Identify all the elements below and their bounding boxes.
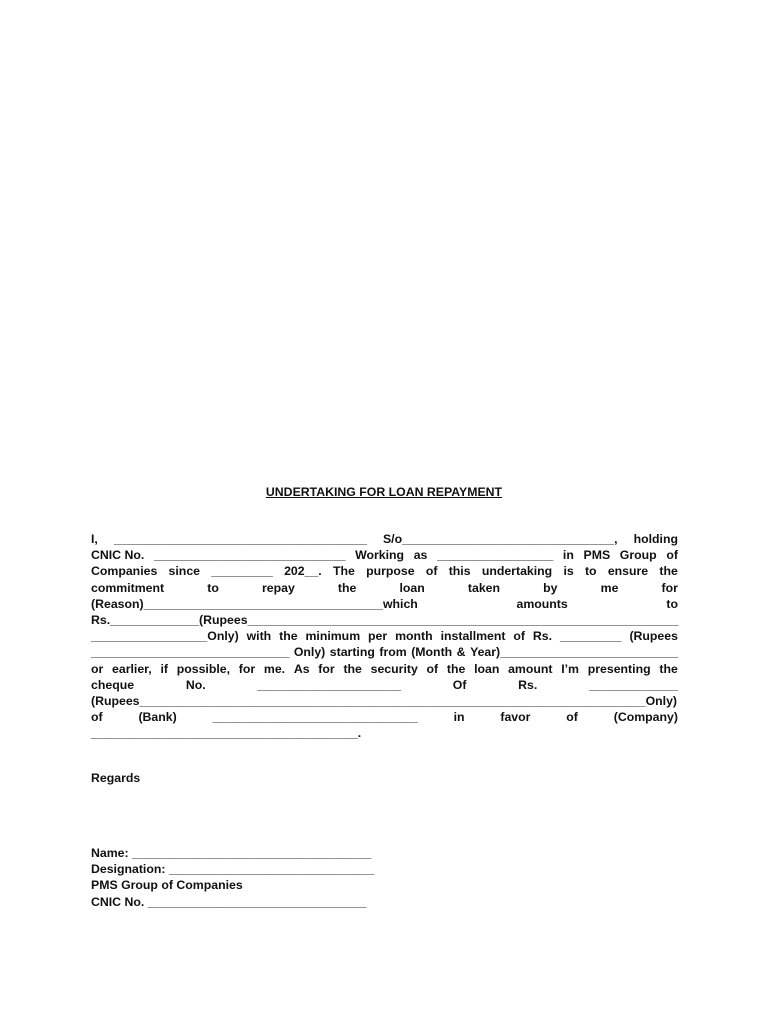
paragraph-line xyxy=(91,547,678,563)
paragraph-word: loan xyxy=(399,580,425,595)
paragraph-word: or xyxy=(91,661,104,676)
cnic-field: CNIC No. ________________________________ xyxy=(91,894,367,909)
paragraph-word: _____________ xyxy=(589,677,678,692)
paragraph-word: _________________Only) xyxy=(91,629,239,644)
paragraph-word: of xyxy=(425,564,438,579)
paragraph-word: for xyxy=(661,580,678,595)
paragraph-word: (Month xyxy=(411,645,453,660)
paragraph-word: _____________________ xyxy=(257,677,401,692)
paragraph-word: me. xyxy=(263,661,286,676)
paragraph-word: amounts xyxy=(516,596,568,611)
designation-field: Designation: ______________________________ xyxy=(91,862,375,877)
paragraph-word: is xyxy=(563,564,574,579)
paragraph-word: No. xyxy=(185,677,206,692)
paragraph-word: Companies xyxy=(91,564,158,579)
paragraph-word: I, xyxy=(91,532,98,546)
paragraph-word: Rs. xyxy=(518,677,538,692)
paragraph-word: _________ xyxy=(211,564,273,579)
paragraph-line xyxy=(91,725,678,741)
paragraph-word: (Rupees__________________________________________________________________________Only) xyxy=(91,693,678,708)
paragraph-line xyxy=(91,580,678,596)
paragraph-line xyxy=(91,596,678,612)
paragraph-word: if xyxy=(160,661,168,676)
paragraph-word: of xyxy=(666,548,678,563)
paragraph-word: of xyxy=(91,710,103,725)
paragraph-word: (Rupees xyxy=(629,629,678,644)
paragraph-word: me xyxy=(600,580,619,595)
paragraph-word: commitment xyxy=(91,580,165,595)
paragraph-word: security xyxy=(370,661,418,676)
paragraph-word: the xyxy=(343,661,362,676)
paragraph-word: from xyxy=(379,645,407,660)
paragraph-word: to xyxy=(666,596,678,611)
paragraph-word: Group xyxy=(619,548,657,563)
paragraph-word: Year)__________________________ xyxy=(470,645,678,660)
paragraph-word: starting xyxy=(329,645,375,660)
paragraph-line xyxy=(91,531,678,547)
paragraph-word: repay xyxy=(261,580,295,595)
paragraph-word: the xyxy=(659,661,678,676)
paragraph-word: month xyxy=(395,629,433,644)
paragraph-word: (Bank) xyxy=(138,710,177,725)
paragraph-word: by xyxy=(543,580,558,595)
paragraph-word: _________ xyxy=(559,629,622,644)
document-title: UNDERTAKING FOR LOAN REPAYMENT xyxy=(265,485,503,499)
undertaking-paragraph xyxy=(91,531,678,741)
paragraph-word: in xyxy=(562,548,574,563)
paragraph-word: the xyxy=(446,661,466,676)
paragraph-word: to xyxy=(584,564,597,579)
paragraph-word: 202__. xyxy=(284,564,322,579)
paragraph-word: Rs. xyxy=(532,629,553,644)
paragraph-word: I’m xyxy=(561,661,579,676)
paragraph-word: Only) xyxy=(293,645,326,660)
paragraph-word: to xyxy=(207,580,219,595)
paragraph-word: Working xyxy=(355,548,405,563)
paragraph-word: S/o_______________________________, xyxy=(382,532,618,546)
paragraph-word: in xyxy=(453,710,465,725)
paragraph-word: installment xyxy=(440,629,506,644)
paragraph-line xyxy=(91,644,678,660)
paragraph-word: presenting xyxy=(587,661,651,676)
paragraph-word: Rs._____________(Rupees_______________________________________________________________ xyxy=(91,612,679,627)
paragraph-word: & xyxy=(456,645,466,660)
paragraph-word: of xyxy=(426,661,439,676)
name-field: Name: ___________________________________ xyxy=(91,846,372,860)
paragraph-word: of xyxy=(513,629,526,644)
paragraph-word: _____________________________________ xyxy=(113,532,367,546)
paragraph-word: _______________________________________. xyxy=(91,726,362,741)
paragraph-line xyxy=(91,612,678,628)
paragraph-line xyxy=(91,677,678,693)
paragraph-word: favor xyxy=(500,710,531,725)
paragraph-word: amount xyxy=(508,661,553,676)
paragraph-word: since xyxy=(168,564,200,579)
paragraph-word: CNIC No. xyxy=(91,548,145,563)
paragraph-word: undertaking xyxy=(481,564,553,579)
company-name: PMS Group of Companies xyxy=(91,878,243,893)
paragraph-word: (Company) xyxy=(613,710,678,725)
paragraph-word: with xyxy=(246,629,272,644)
paragraph-word: As xyxy=(293,661,310,676)
paragraph-word: (Reason)___________________________________which xyxy=(91,596,418,611)
paragraph-word: ______________________________ xyxy=(212,710,418,725)
paragraph-word: earlier, xyxy=(112,661,152,676)
paragraph-word: _____________________________ xyxy=(91,645,290,660)
paragraph-word: Of xyxy=(452,677,467,692)
paragraph-word: PMS xyxy=(583,548,611,563)
paragraph-word: per xyxy=(368,629,388,644)
paragraph-word: purpose xyxy=(366,564,415,579)
paragraph-word: cheque xyxy=(91,677,135,692)
paragraph-word: the xyxy=(659,564,678,579)
paragraph-word: The xyxy=(332,564,355,579)
paragraph-word: taken xyxy=(467,580,501,595)
regards-text: Regards xyxy=(91,771,141,785)
paragraph-word: ____________________________ xyxy=(153,548,346,563)
paragraph-word: _________________ xyxy=(437,548,554,563)
paragraph-word: loan xyxy=(474,661,500,676)
paragraph-line xyxy=(91,661,678,677)
paragraph-word: this xyxy=(448,564,471,579)
paragraph-word: as xyxy=(413,548,428,563)
paragraph-line xyxy=(91,693,678,709)
paragraph-word: possible, xyxy=(176,661,231,676)
paragraph-line xyxy=(91,709,678,725)
paragraph-word: the xyxy=(279,629,298,644)
paragraph-word: for xyxy=(318,661,335,676)
paragraph-word: of xyxy=(566,710,578,725)
paragraph-word: the xyxy=(337,580,357,595)
paragraph-line xyxy=(91,563,678,579)
paragraph-word: for xyxy=(238,661,256,676)
paragraph-line xyxy=(91,628,678,644)
paragraph-word: ensure xyxy=(607,564,649,579)
paragraph-word: holding xyxy=(633,532,678,546)
paragraph-word: minimum xyxy=(305,629,361,644)
signature-block xyxy=(91,845,374,910)
